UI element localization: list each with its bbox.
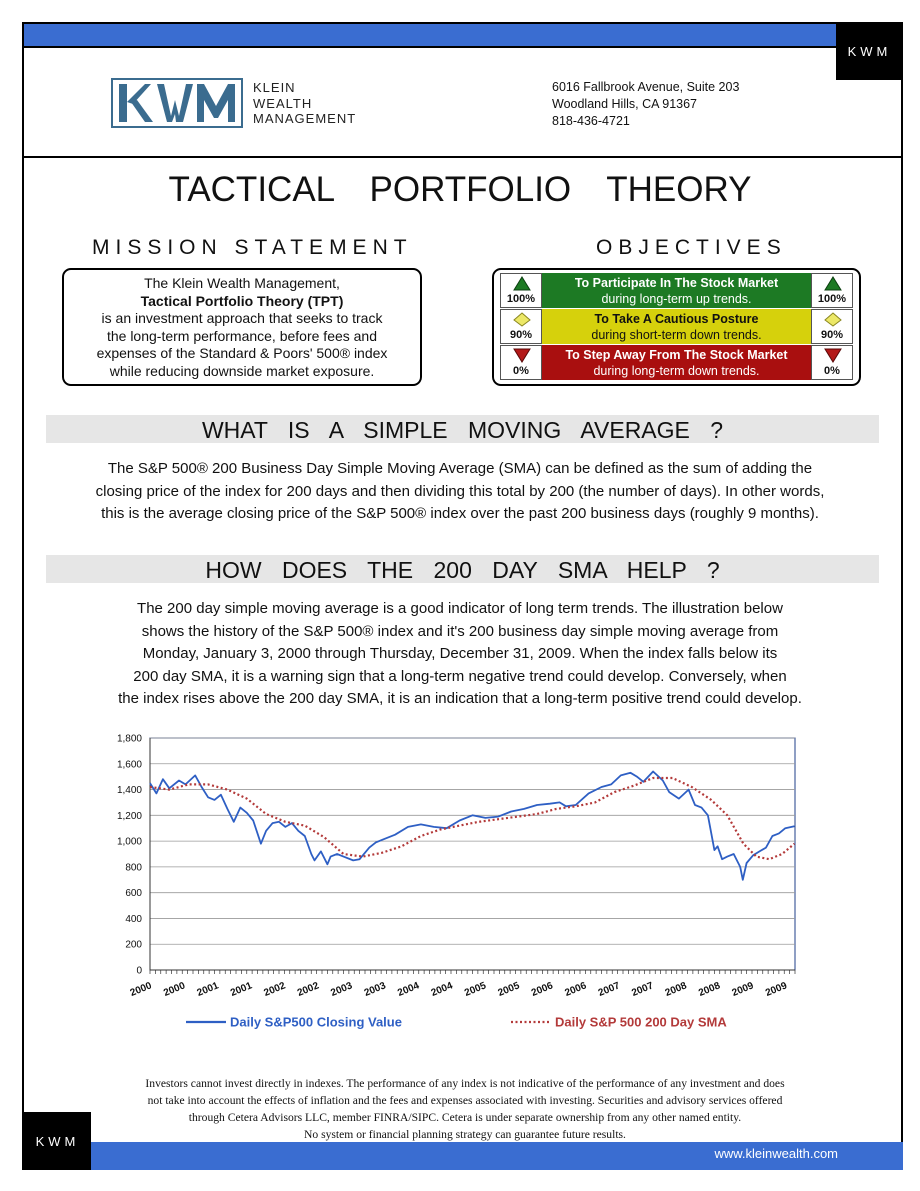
objective-percent: 100%: [506, 293, 536, 305]
disclaimer-line: Investors cannot invest directly in indexes. The performance of any index is not indicative of the performance of any investment and does: [145, 1077, 785, 1090]
objective-title: To Take A Cautious Posture: [594, 312, 759, 326]
objective-right-cell: [811, 345, 853, 380]
address-line-2: Woodland Hills, CA 91367: [552, 97, 697, 111]
mission-line-5: expenses of the Standard & Poors' 500® index: [96, 345, 388, 361]
mission-line-6: while reducing downside market exposure.: [109, 362, 375, 379]
objective-percent: 100%: [817, 293, 847, 305]
objective-percent: 0%: [824, 365, 840, 377]
objective-left-cell: [500, 345, 542, 380]
paragraph-line: this is the average closing price of the S&P 500® index over the past 200 business days (roughly 9 months).: [101, 505, 819, 522]
sp500-sma-chart: [100, 728, 820, 1038]
legend-label-closing: Daily S&P500 Closing Value: [230, 1014, 402, 1030]
disclaimer-line: through Cetera Advisors LLC, member FINRA/SIPC. Cetera is under separate ownership from any other named entity.: [188, 1111, 742, 1124]
objective-percent: 90%: [820, 329, 844, 341]
x-tick-label: 2004: [429, 980, 455, 999]
x-tick-label: 2002: [262, 980, 288, 999]
mission-line-1: The Klein Wealth Management,: [144, 275, 340, 291]
objective-text: [542, 273, 811, 308]
objective-left-cell: [500, 309, 542, 344]
legend-label-sma: Daily S&P 500 200 Day SMA: [555, 1014, 727, 1030]
logo-line-2: WEALTH: [253, 95, 313, 111]
y-tick-label: 800: [125, 862, 142, 874]
objective-row: [500, 309, 853, 344]
x-tick-label: 2000: [162, 980, 187, 999]
page-title: TACTICAL PORTFOLIO THEORY: [168, 170, 752, 209]
y-tick-label: 400: [125, 913, 142, 925]
corner-tag-bottom: KWM: [24, 1112, 91, 1170]
objective-subtitle: during long-term down trends.: [593, 364, 760, 378]
objective-subtitle: during long-term up trends.: [601, 292, 752, 306]
y-tick-label: 1,200: [116, 810, 142, 822]
x-tick-label: 2003: [329, 980, 355, 999]
corner-tag-top: KWM: [836, 24, 903, 80]
y-tick-label: 1,600: [116, 759, 142, 771]
sma-help-section-heading: HOW DOES THE 200 DAY SMA HELP ?: [46, 555, 879, 583]
objective-title: To Participate In The Stock Market: [574, 276, 779, 290]
x-tick-label: 2006: [529, 980, 555, 999]
mission-statement-box: [62, 268, 422, 386]
objective-right-cell: [811, 273, 853, 308]
objective-percent: 0%: [513, 365, 529, 377]
y-tick-label: 0: [136, 965, 142, 977]
objective-percent: 90%: [509, 329, 533, 341]
y-tick-label: 1,400: [116, 785, 142, 797]
company-address: [552, 79, 739, 130]
objective-title: To Step Away From The Stock Market: [565, 348, 788, 362]
mission-line-4: the long-term performance, before fees and: [106, 327, 378, 344]
paragraph-line: the index rises above the 200 day SMA, it is an indication that a long-term positive trend could develop.: [118, 690, 802, 707]
objective-row: [500, 273, 853, 308]
x-tick-label: 2005: [496, 980, 522, 999]
up-triangle-icon: [513, 276, 531, 291]
x-tick-label: 2002: [295, 980, 321, 999]
x-tick-label: 2000: [128, 980, 154, 999]
sma-section-heading: WHAT IS A SIMPLE MOVING AVERAGE ?: [46, 415, 879, 443]
plot-area: [150, 738, 795, 970]
x-tick-label: 2009: [764, 980, 789, 999]
disclaimer-line: not take into account the effects of inflation and the fees and expenses associated with investing. Securities and advisory services offered: [147, 1094, 783, 1107]
x-tick-label: 2008: [663, 980, 689, 999]
x-tick-label: 2007: [596, 980, 622, 999]
y-tick-label: 600: [125, 888, 142, 900]
sma-help-paragraph: [40, 598, 880, 711]
disclaimer-line: No system or financial planning strategy can guarantee future results.: [304, 1128, 626, 1141]
legal-disclaimer: [80, 1075, 850, 1143]
objective-subtitle: during short-term down trends.: [591, 328, 762, 342]
address-line-1: 6016 Fallbrook Avenue, Suite 203: [552, 80, 740, 94]
diamond-icon: [513, 312, 531, 327]
logo-line-1: KLEIN: [253, 80, 296, 95]
objective-right-cell: [811, 309, 853, 344]
diamond-icon: [824, 312, 842, 327]
x-tick-label: 2003: [362, 980, 388, 999]
x-tick-label: 2001: [229, 980, 254, 999]
top-band: [24, 24, 836, 48]
x-tick-label: 2001: [195, 980, 221, 999]
objective-text: [542, 309, 811, 344]
sma-definition-paragraph: [40, 458, 880, 526]
y-tick-label: 1,000: [116, 836, 142, 848]
objective-row: [500, 345, 853, 380]
kwm-logo-icon: [111, 78, 243, 128]
mission-line-2: Tactical Portfolio Theory (TPT): [140, 292, 344, 309]
x-tick-label: 2004: [396, 980, 421, 999]
logo-line-3: MANAGEMENT: [253, 111, 357, 126]
mission-heading: MISSION STATEMENT: [92, 236, 413, 259]
x-tick-label: 2006: [563, 980, 589, 999]
logo-wordmark: [253, 80, 356, 127]
objectives-heading: OBJECTIVES: [596, 236, 787, 259]
paragraph-line: shows the history of the S&P 500® index and it's 200 business day simple moving average from: [141, 622, 779, 640]
down-triangle-icon: [513, 348, 531, 363]
mission-line-3: is an investment approach that seeks to track: [101, 310, 383, 326]
paragraph-line: 200 day SMA, it is a warning sign that a long-term negative trend could develop. Conversely, when: [133, 667, 787, 685]
y-tick-label: 200: [125, 939, 142, 951]
paragraph-line: The S&P 500® 200 Business Day Simple Moving Average (SMA) can be defined as the sum of adding the: [107, 460, 813, 477]
up-triangle-icon: [824, 276, 842, 291]
objective-text: [542, 345, 811, 380]
phone-number: 818-436-4721: [552, 114, 630, 128]
x-tick-label: 2005: [463, 980, 488, 999]
header-divider: [24, 156, 903, 158]
paragraph-line: The 200 day simple moving average is a good indicator of long term trends. The illustration below: [137, 600, 783, 617]
website-link[interactable]: www.kleinwealth.com: [714, 1146, 838, 1161]
paragraph-line: Monday, January 3, 2000 through Thursday, December 31, 2009. When the index falls below its: [142, 645, 778, 662]
objective-left-cell: [500, 273, 542, 308]
x-tick-label: 2007: [630, 980, 656, 999]
company-logo: [111, 78, 357, 130]
x-tick-label: 2009: [730, 980, 756, 999]
y-tick-label: 1,800: [116, 733, 142, 745]
down-triangle-icon: [824, 348, 842, 363]
x-tick-label: 2008: [697, 980, 722, 999]
paragraph-line: closing price of the index for 200 days and then dividing this total by 200 (the number of days). In other words,: [95, 482, 825, 500]
